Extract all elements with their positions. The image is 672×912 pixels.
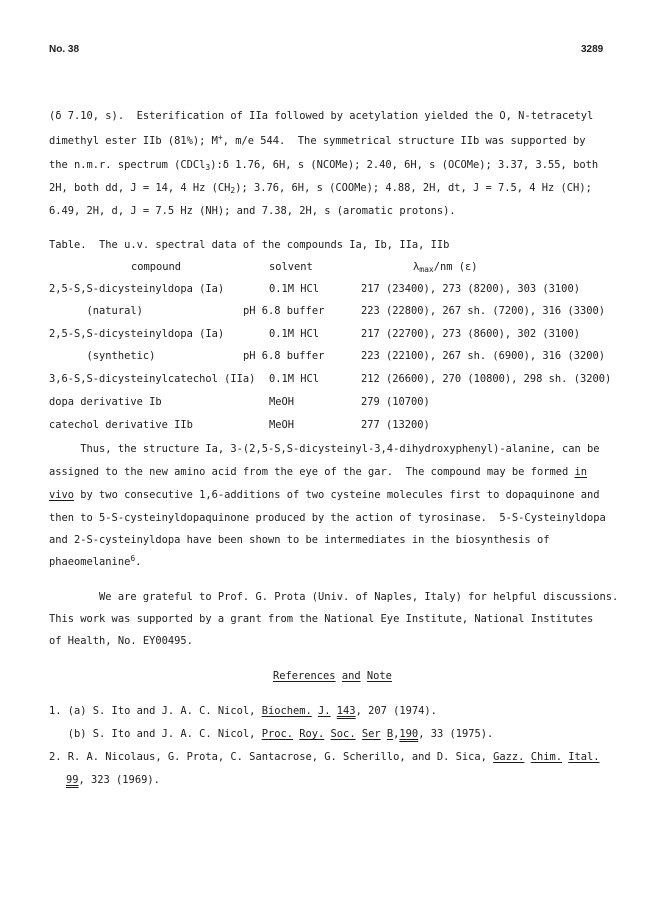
text-line: the n.m.r. spectrum (CDCl$_3$):δ 1.76, 6H, s (NCOMe); 2.40, 6H, s (OCOMe); 3.37, 3.55, both	[49, 159, 599, 172]
table-cell-compound: catechol derivative IIb	[49, 419, 193, 431]
text-line: We are grateful to Prof. G. Prota (Univ. of Naples, Italy) for helpful discussions.	[49, 591, 619, 603]
text-line: phaeomelanine$^6$.	[49, 554, 142, 568]
table-cell-compound: dopa derivative Ib	[49, 396, 162, 408]
column-header-compound: compound	[131, 261, 182, 273]
text-line: vivo by two consecutive 1,6-additions of two cysteine molecules first to dopaquinone and	[49, 489, 600, 501]
table-cell-lambda-values: 217 (22700), 273 (8600), 302 (3100)	[361, 328, 580, 340]
table-cell-solvent: MeOH	[269, 396, 295, 408]
table-cell-solvent: 0.1M HCl	[269, 283, 320, 295]
table-cell-compound: (natural)	[49, 305, 143, 317]
text-line: then to 5-S-cysteinyldopaquinone produced by the action of tyrosinase. 5-S-Cysteinyldopa	[49, 512, 606, 524]
table-cell-lambda-values: 217 (23400), 273 (8200), 303 (3100)	[361, 283, 580, 295]
text-line: of Health, No. EY00495.	[49, 635, 193, 647]
text-line: 2H, both dd, J = 14, 4 Hz $(CH_2)$; 3.76, 6H, s (COOMe); 4.88, 2H, dt, J = 7.5, 4 Hz (CH);	[49, 182, 592, 195]
table-cell-lambda-values: 277 (13200)	[361, 419, 430, 431]
text-line: This work was supported by a grant from the National Eye Institute, National Institutes	[49, 613, 594, 625]
table-cell-lambda-values: 279 (10700)	[361, 396, 430, 408]
text-line: assigned to the new amino acid from the eye of the gar. The compound may be formed in	[49, 466, 587, 478]
reference-1a: 1. (a) S. Ito and J. A. C. Nicol, Biochem. J. 143, 207 (1974).	[49, 705, 437, 717]
table-cell-solvent: 0.1M HCl	[269, 328, 320, 340]
table-cell-solvent: pH 6.8 buffer	[243, 305, 325, 317]
text-line: 6.49, 2H, d, J = 7.5 Hz (NH); and 7.38, 2H, s (aromatic protons).	[49, 205, 456, 217]
column-header-lambda: $\lambda_{max}/nm$ (ε)	[413, 261, 478, 274]
table-cell-lambda-values: 223 (22800), 267 sh. (7200), 316 (3300)	[361, 305, 605, 317]
table-cell-solvent: 0.1M HCl	[269, 373, 320, 385]
journal-number: No. 38	[49, 44, 80, 55]
page-number: 3289	[581, 44, 604, 55]
table-cell-lambda-values: 223 (22100), 267 sh. (6900), 316 (3200)	[361, 350, 605, 362]
table-cell-compound: 3,6-S,S-dicysteinylcatechol (IIa)	[49, 373, 256, 385]
table-cell-compound: (synthetic)	[49, 350, 156, 362]
table-cell-lambda-values: 212 (26600), 270 (10800), 298 sh. (3200)	[361, 373, 612, 385]
reference-2-cont: 99, 323 (1969).	[66, 774, 160, 786]
table-cell-compound: 2,5-S,S-dicysteinyldopa (Ia)	[49, 328, 225, 340]
table-caption: Table. The u.v. spectral data of the compounds Ia, Ib, IIa, IIb	[49, 239, 450, 251]
table-cell-solvent: MeOH	[269, 419, 295, 431]
text-line: and 2-S-cysteinyldopa have been shown to be intermediates in the biosynthesis of	[49, 534, 550, 546]
references-heading: References and Note	[273, 670, 392, 682]
table-cell-solvent: pH 6.8 buffer	[243, 350, 325, 362]
text-line: Thus, the structure Ia, 3-(2,5-S,S-dicysteinyl-3,4-dihydroxyphenyl)-alanine, can be	[49, 443, 600, 455]
text-line: (δ 7.10, s). Esterification of IIa followed by acetylation yielded the O, N-tetracetyl	[49, 110, 594, 122]
column-header-solvent: solvent	[269, 261, 313, 273]
reference-1b: (b) S. Ito and J. A. C. Nicol, Proc. Roy. Soc. Ser B,190, 33 (1975).	[49, 728, 494, 740]
text-line: dimethyl ester IIb (81%); M+, m/e 544. The symmetrical structure IIb was supported by	[49, 133, 586, 147]
table-cell-compound: 2,5-S,S-dicysteinyldopa (Ia)	[49, 283, 225, 295]
reference-2: 2. R. A. Nicolaus, G. Prota, C. Santacrose, G. Scherillo, and D. Sica, Gazz. Chim. Ital.	[49, 751, 600, 763]
